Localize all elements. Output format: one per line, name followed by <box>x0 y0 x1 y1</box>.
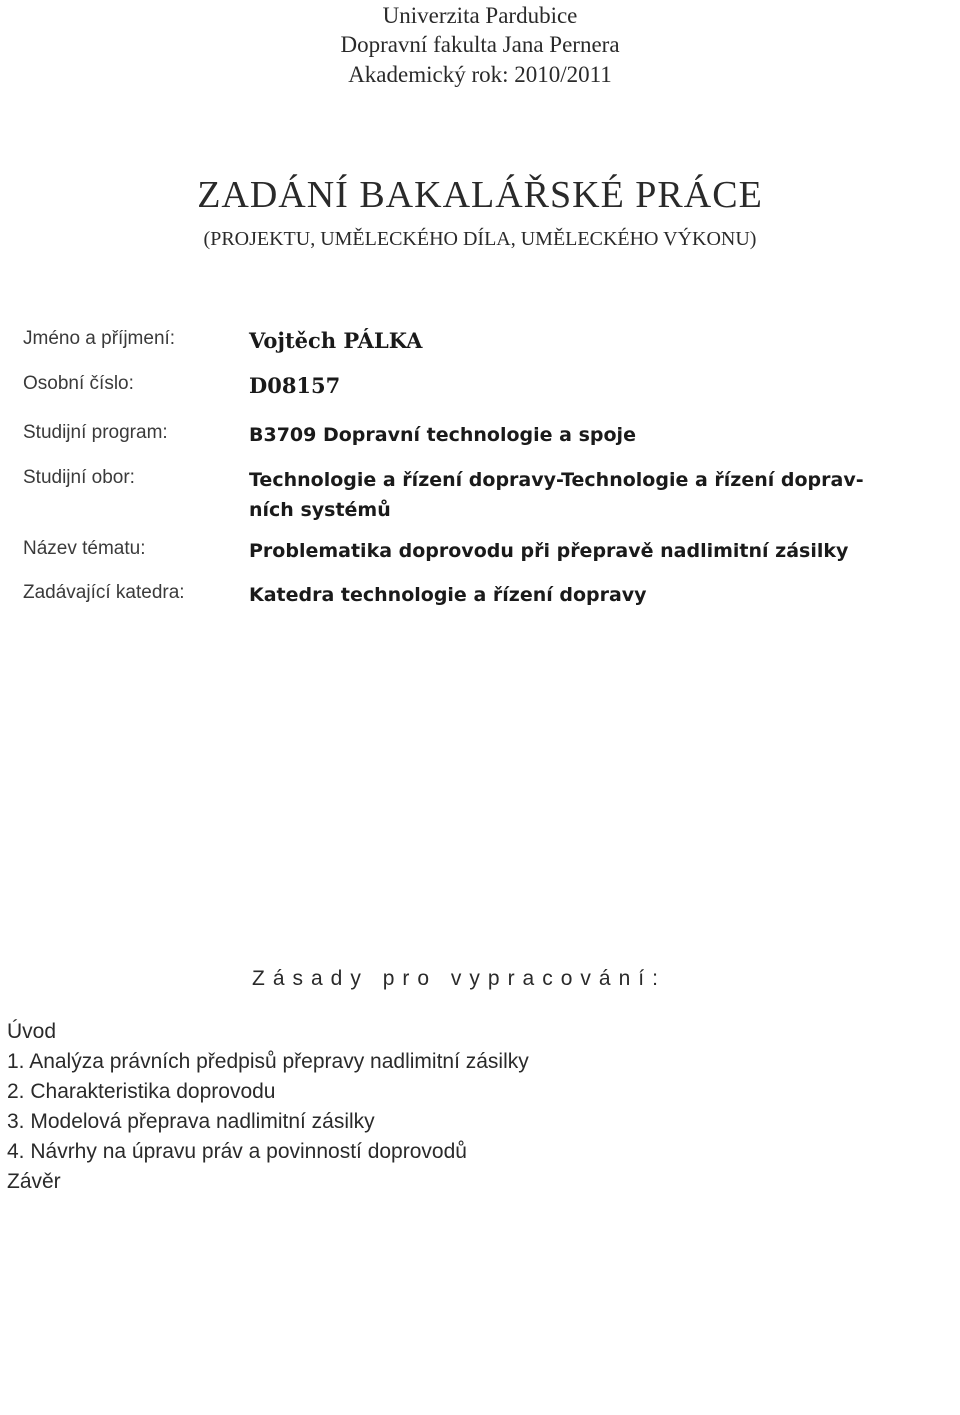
university-name: Univerzita Pardubice <box>382 3 578 28</box>
list-item: Závěr <box>7 1170 61 1193</box>
program-label: Studijní program: <box>23 422 168 443</box>
field-label: Studijní obor: <box>23 467 135 488</box>
list-item: 4. Návrhy na úpravu práv a povinností doprovodů <box>7 1140 467 1163</box>
name-label: Jméno a příjmení: <box>23 328 176 349</box>
list-item: Úvod <box>7 1020 57 1043</box>
field-value-line2: ních systémů <box>249 499 391 521</box>
department-label: Zadávající katedra: <box>23 582 185 603</box>
field-value <box>249 465 949 525</box>
field-value-line1: Technologie a řízení dopravy-Technologie a řízení doprav- <box>249 469 864 491</box>
list-item: 3. Modelová přeprava nadlimitní zásilky <box>7 1110 375 1133</box>
name-value: Vojtěch PÁLKA <box>249 328 423 353</box>
program-value: B3709 Dopravní technologie a spoje <box>249 424 636 446</box>
document-title: ZADÁNÍ BAKALÁŘSKÉ PRÁCE <box>197 174 763 216</box>
id-value: D08157 <box>249 373 341 398</box>
list-item: 2. Charakteristika doprovodu <box>7 1080 276 1103</box>
list-item: 1. Analýza právních předpisů přepravy nadlimitní zásilky <box>7 1050 529 1073</box>
id-label: Osobní číslo: <box>23 373 134 394</box>
topic-label: Název tématu: <box>23 538 146 559</box>
principles-heading: Zásady pro vypracování: <box>252 967 666 990</box>
department-value: Katedra technologie a řízení dopravy <box>249 584 647 606</box>
academic-year: Akademický rok: 2010/2011 <box>348 62 612 87</box>
topic-value: Problematika doprovodu při přepravě nadlimitní zásilky <box>249 540 849 562</box>
faculty-name: Dopravní fakulta Jana Pernera <box>340 32 620 57</box>
principles-list <box>7 1017 707 1197</box>
document-subtitle: (PROJEKTU, UMĚLECKÉHO DÍLA, UMĚLECKÉHO VÝKONU) <box>203 228 757 250</box>
